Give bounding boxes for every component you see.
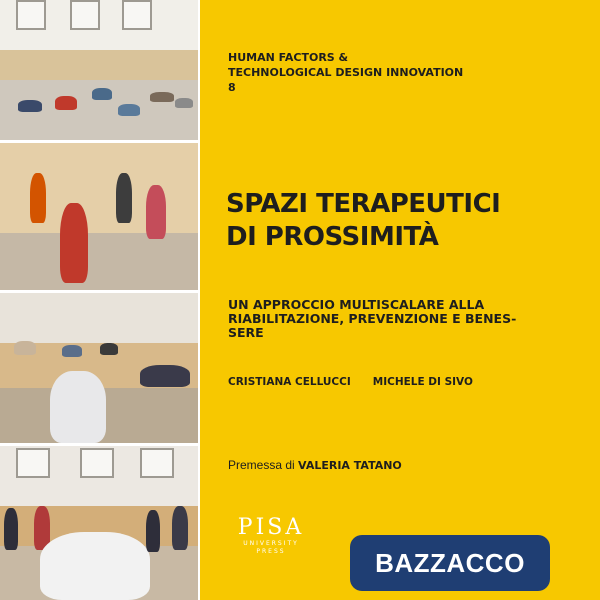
publisher-logo [226, 516, 316, 556]
photo-group-exercise [0, 446, 198, 600]
person-figure [118, 104, 140, 116]
photo-forward-bend [0, 143, 198, 290]
preface-label: Premessa di [228, 458, 295, 472]
person-figure [146, 185, 166, 239]
person-figure [100, 343, 118, 355]
person-figure [92, 88, 112, 100]
person-figure [116, 173, 132, 223]
authors [228, 376, 473, 388]
publisher-line: UNIVERSITY [243, 540, 299, 547]
series-line: TECHNOLOGICAL DESIGN INNOVATION [228, 66, 464, 79]
window [16, 0, 46, 30]
bazzacco-badge [350, 535, 550, 591]
person-figure [60, 203, 88, 283]
person-figure [140, 365, 190, 387]
preface-author: VALERIA TATANO [298, 459, 402, 472]
person-figure [146, 510, 160, 552]
publisher-line: PRESS [256, 548, 286, 555]
photo-gym-floor [0, 0, 198, 140]
person-figure [4, 508, 18, 550]
title-line: SPAZI TERAPEUTICI [226, 189, 501, 219]
person-figure [55, 96, 77, 110]
subtitle-line: SERE [228, 325, 264, 340]
badge-label: BAZZACCO [375, 547, 525, 578]
person-figure [18, 100, 42, 112]
author-name: MICHELE DI SIVO [372, 376, 473, 388]
person-figure [14, 341, 36, 355]
window [80, 448, 114, 478]
title-line: DI PROSSIMITÀ [226, 222, 439, 252]
window [122, 0, 152, 30]
photo-seated-floor [0, 293, 198, 443]
publisher-word: PISA [237, 515, 305, 540]
book-title [226, 188, 500, 254]
book-subtitle [228, 298, 516, 340]
window [16, 448, 50, 478]
author-name: CRISTIANA CELLUCCI [228, 376, 351, 388]
person-figure [172, 506, 188, 550]
cover-panel [200, 0, 600, 600]
window [140, 448, 174, 478]
person-figure [175, 98, 193, 108]
person-figure [62, 345, 82, 357]
preface-credit [228, 458, 402, 472]
subtitle-line: UN APPROCCIO MULTISCALARE ALLA [228, 297, 485, 312]
person-figure [150, 92, 174, 102]
subtitle-line: RIABILITAZIONE, PREVENZIONE E BENES- [228, 311, 517, 326]
series-title [228, 50, 528, 95]
person-figure [40, 532, 150, 600]
series-number: 8 [228, 81, 236, 94]
photo-strip [0, 0, 200, 600]
series-line: HUMAN FACTORS & [228, 51, 349, 64]
person-figure [50, 371, 106, 443]
person-figure [30, 173, 46, 223]
window [70, 0, 100, 30]
